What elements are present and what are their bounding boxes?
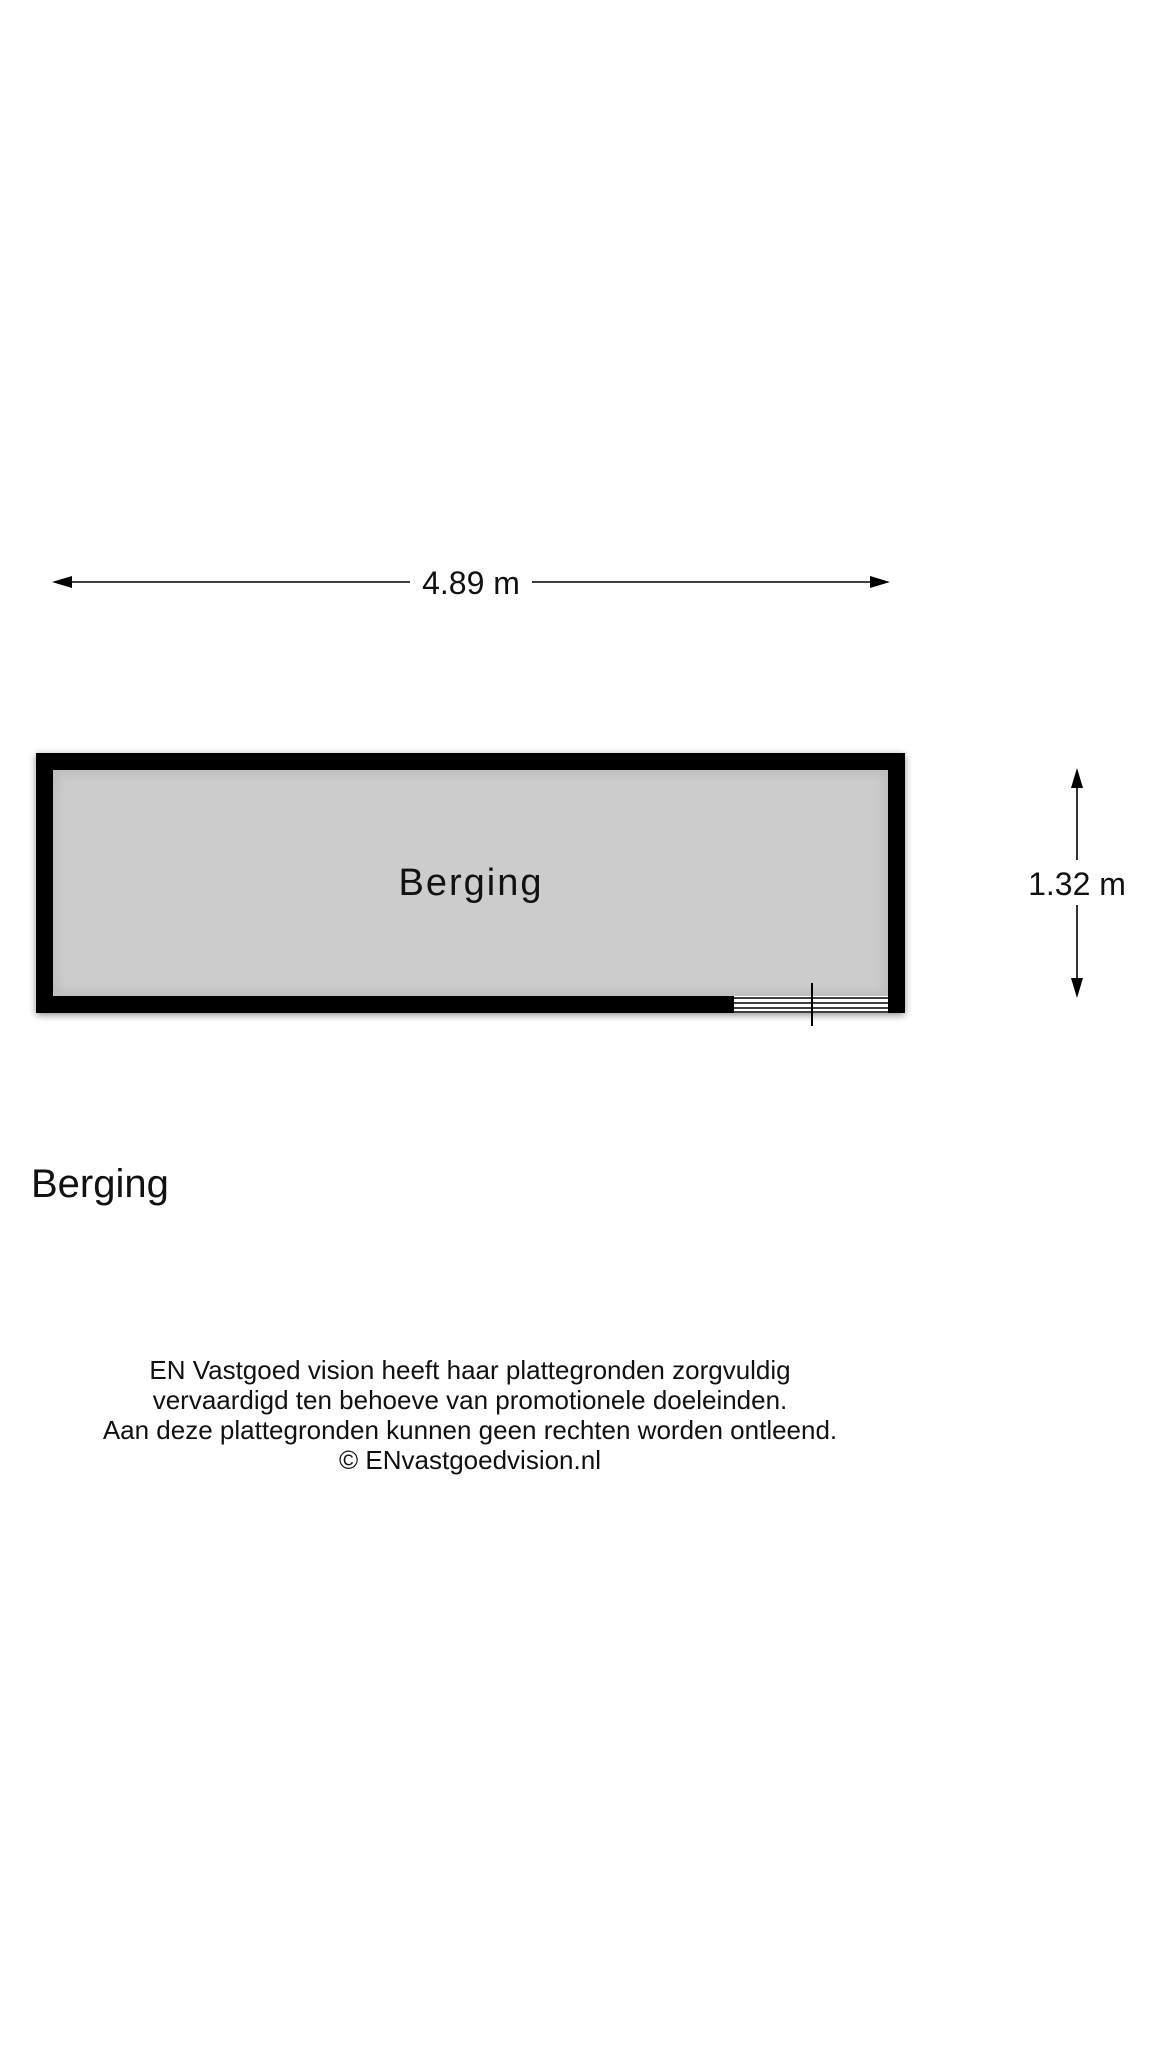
arrow-down-icon bbox=[1071, 978, 1083, 998]
disclaimer-line-1: EN Vastgoed vision heeft haar plattegronden zorgvuldig bbox=[149, 1355, 791, 1385]
disclaimer-line-2: vervaardigd ten behoeve van promotionele doeleinden. bbox=[152, 1385, 788, 1415]
arrow-up-icon bbox=[1071, 768, 1083, 788]
disclaimer bbox=[0, 1355, 940, 1475]
height-dimension-label: 1.32 m bbox=[1028, 866, 1126, 902]
arrow-right-icon bbox=[870, 576, 890, 588]
disclaimer-line-3: Aan deze plattegronden kunnen geen rechten worden ontleend. bbox=[102, 1415, 838, 1445]
height-dimension bbox=[1028, 768, 1126, 998]
plan-title: Berging bbox=[31, 1162, 169, 1206]
width-dimension-label: 4.89 m bbox=[422, 565, 520, 601]
disclaimer-line-4: © ENvastgoedvision.nl bbox=[339, 1445, 601, 1475]
room-label: Berging bbox=[398, 862, 544, 904]
room-berging bbox=[36, 753, 905, 1026]
width-dimension bbox=[52, 565, 890, 601]
arrow-left-icon bbox=[52, 576, 72, 588]
